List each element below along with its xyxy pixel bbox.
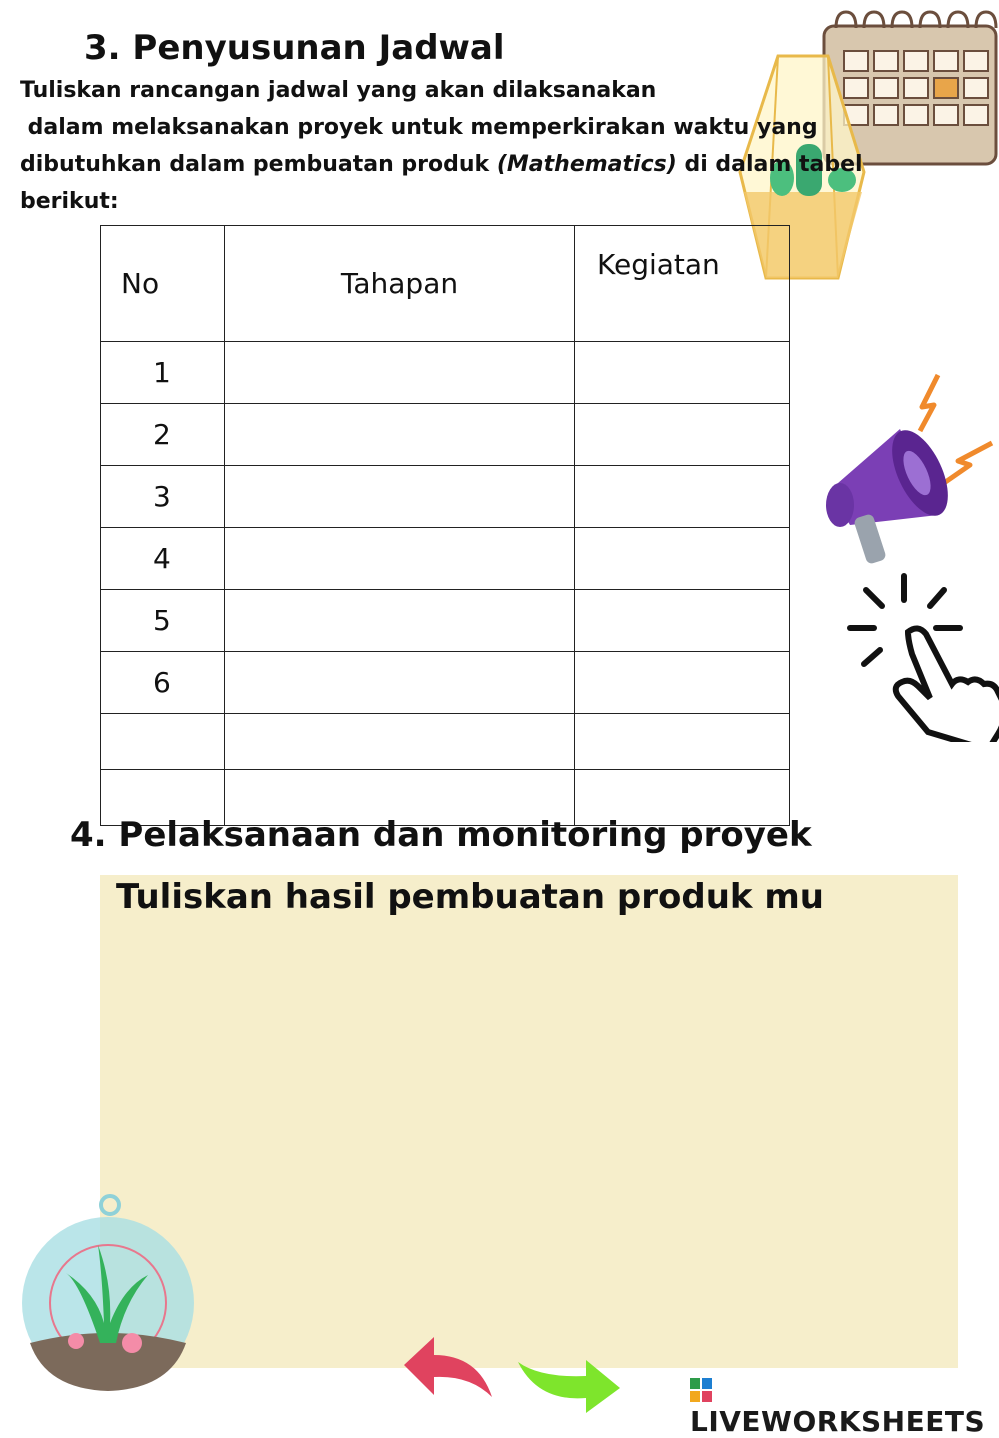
stage-cell[interactable] [225, 404, 575, 466]
liveworksheets-mark-icon [690, 1378, 712, 1402]
table-row [101, 714, 790, 770]
stage-cell[interactable] [225, 714, 575, 770]
section-title-schedule: 3. Penyusunan Jadwal [84, 28, 505, 68]
schedule-table [100, 225, 790, 826]
stage-cell[interactable] [225, 590, 575, 652]
activity-cell[interactable] [575, 404, 790, 466]
instruction-line-3-end: di dalam tabel [676, 152, 863, 177]
header-activity: Kegiatan [575, 226, 790, 342]
schedule-instruction [20, 72, 920, 220]
row-number: 4 [101, 528, 225, 590]
row-number [101, 714, 225, 770]
instruction-line-2: dalam melaksanakan proyek untuk memperkirakan waktu yang [20, 115, 818, 140]
activity-cell[interactable] [575, 466, 790, 528]
table-header-row [101, 226, 790, 342]
instruction-line-3-start: dibutuhkan dalam pembuatan produk [20, 152, 497, 177]
row-number: 1 [101, 342, 225, 404]
stage-cell[interactable] [225, 528, 575, 590]
product-result-label: Tuliskan hasil pembuatan produk mu [116, 877, 824, 917]
instruction-line-1: Tuliskan rancangan jadwal yang akan dilaksanakan [20, 78, 657, 103]
instruction-emphasis: (Mathematics) [496, 152, 677, 177]
stage-cell[interactable] [225, 652, 575, 714]
table-row [101, 590, 790, 652]
activity-cell[interactable] [575, 528, 790, 590]
row-number: 5 [101, 590, 225, 652]
table-row [101, 404, 790, 466]
header-no: No [101, 226, 225, 342]
next-arrow-icon[interactable] [514, 1358, 624, 1415]
table-row [101, 342, 790, 404]
activity-cell[interactable] [575, 714, 790, 770]
back-arrow-icon[interactable] [400, 1335, 495, 1403]
header-stage: Tahapan [225, 226, 575, 342]
hanging-terrarium-icon [20, 1193, 198, 1393]
stage-cell[interactable] [225, 466, 575, 528]
instruction-line-4: berikut: [20, 189, 119, 214]
section-title-implementation: 4. Pelaksanaan dan monitoring proyek [70, 815, 812, 855]
activity-cell[interactable] [575, 590, 790, 652]
liveworksheets-brand: LIVEWORKSHEETS [690, 1405, 986, 1438]
row-number: 3 [101, 466, 225, 528]
activity-cell[interactable] [575, 342, 790, 404]
click-hand-icon [846, 572, 999, 742]
row-number: 6 [101, 652, 225, 714]
row-number: 2 [101, 404, 225, 466]
activity-cell[interactable] [575, 652, 790, 714]
stage-cell[interactable] [225, 342, 575, 404]
liveworksheets-logo [690, 1372, 999, 1438]
table-row [101, 466, 790, 528]
megaphone-icon [820, 365, 999, 575]
table-row [101, 652, 790, 714]
product-result-box[interactable] [100, 875, 958, 1368]
table-row [101, 528, 790, 590]
instruction-line-3 [20, 146, 920, 183]
